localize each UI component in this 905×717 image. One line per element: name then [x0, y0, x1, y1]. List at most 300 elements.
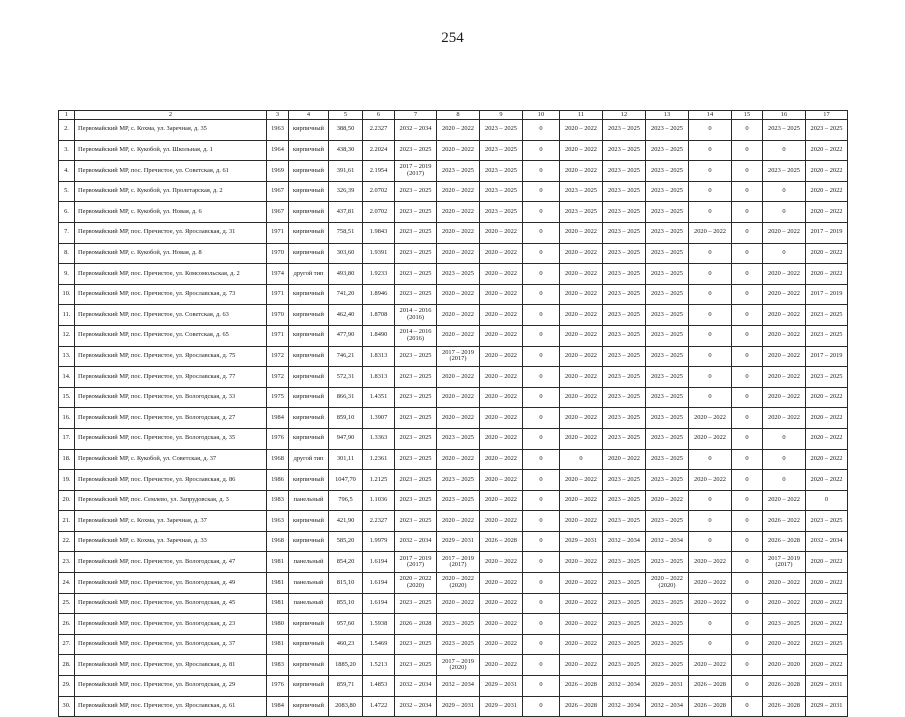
table-cell: 2023 – 2025 — [646, 408, 689, 429]
row-number-cell: 23. — [59, 552, 75, 573]
table-cell: 0 — [523, 634, 560, 655]
table-cell: кирпичный — [289, 243, 329, 264]
column-number-cell: 4 — [289, 111, 329, 120]
table-cell: 2023 – 2025 — [603, 140, 646, 161]
row-number-cell: 2. — [59, 120, 75, 141]
table-row — [59, 222, 848, 243]
table-cell: 2023 – 2025 — [437, 428, 480, 449]
table-cell: 0 — [763, 449, 806, 470]
table-cell: 2020 – 2022 — [763, 264, 806, 285]
table-cell: 2032 – 2034 — [395, 676, 437, 697]
table-cell: 2020 – 2022 — [763, 387, 806, 408]
row-number-cell: 24. — [59, 573, 75, 594]
table-cell: 0 — [523, 325, 560, 346]
table-cell: 0 — [523, 511, 560, 532]
table-row — [59, 470, 848, 491]
table-cell: 2083,80 — [329, 696, 363, 717]
row-number-cell: 15. — [59, 387, 75, 408]
table-cell: 2020 – 2022 — [480, 449, 523, 470]
row-number-cell: 8. — [59, 243, 75, 264]
table-cell: 438,30 — [329, 140, 363, 161]
table-cell: 2020 – 2022 — [560, 140, 603, 161]
row-number-cell: 26. — [59, 614, 75, 635]
table-row — [59, 428, 848, 449]
table-cell: 1.9391 — [363, 243, 395, 264]
table-cell: 0 — [523, 305, 560, 326]
table-cell: 0 — [689, 346, 732, 367]
table-row — [59, 408, 848, 429]
column-number-cell: 12 — [603, 111, 646, 120]
table-cell: 2023 – 2025 — [395, 449, 437, 470]
table-cell: 1.9233 — [363, 264, 395, 285]
address-cell: Первомайский МР, с. Кохма, ул. Заречная, д. 35 — [75, 120, 267, 141]
table-cell: 2020 – 2022 — [480, 490, 523, 511]
table-cell: 2020 – 2022 — [763, 593, 806, 614]
table-cell: 0 — [732, 181, 763, 202]
table-cell: 2023 – 2025 — [603, 264, 646, 285]
table-cell: 2020 – 2022 — [763, 284, 806, 305]
row-number-cell: 9. — [59, 264, 75, 285]
table-cell: 2023 – 2025 — [603, 367, 646, 388]
table-row — [59, 634, 848, 655]
table-cell: кирпичный — [289, 202, 329, 223]
table-cell: кирпичный — [289, 428, 329, 449]
table-cell: 2029 – 2031 — [437, 696, 480, 717]
column-number-cell: 16 — [763, 111, 806, 120]
table-cell: 2023 – 2025 — [646, 614, 689, 635]
column-number-cell: 1 — [59, 111, 75, 120]
table-cell: 2023 – 2025 — [603, 305, 646, 326]
table-cell: 2023 – 2025 — [763, 614, 806, 635]
table-cell: 1983 — [267, 490, 289, 511]
table-cell: 2023 – 2025 — [603, 655, 646, 676]
table-cell: 0 — [523, 140, 560, 161]
table-cell: 2020 – 2022 — [437, 140, 480, 161]
table-cell: 2023 – 2025 — [646, 449, 689, 470]
table-row — [59, 593, 848, 614]
table-cell: 0 — [523, 284, 560, 305]
table-cell: 2029 – 2031 — [646, 676, 689, 697]
table-cell: кирпичный — [289, 676, 329, 697]
table-cell: 2026 – 2028 — [560, 696, 603, 717]
table-cell: 2023 – 2025 — [806, 511, 848, 532]
table-cell: 0 — [523, 593, 560, 614]
table-cell: 2020 – 2022 — [560, 593, 603, 614]
table-cell: 2020 – 2022 — [437, 593, 480, 614]
address-cell: Первомайский МР, пос. Пречистое, ул. Советская, д. 65 — [75, 325, 267, 346]
row-number-cell: 7. — [59, 222, 75, 243]
table-cell: 0 — [732, 222, 763, 243]
table-cell: 0 — [763, 202, 806, 223]
table-cell: 2020 – 2022 — [480, 367, 523, 388]
table-cell: кирпичный — [289, 181, 329, 202]
table-cell: 2026 – 2028 — [763, 696, 806, 717]
table-cell: 2020 – 2022 — [437, 367, 480, 388]
address-cell: Первомайский МР, пос. Пречистое, ул. Ярославская, д. 77 — [75, 367, 267, 388]
table-cell: 0 — [689, 490, 732, 511]
table-cell: 2023 – 2025 — [395, 367, 437, 388]
table-cell: 2020 – 2022 — [480, 573, 523, 594]
table-cell: кирпичный — [289, 696, 329, 717]
table-cell: 1972 — [267, 346, 289, 367]
table-cell: 2020 – 2022 — [560, 408, 603, 429]
table-cell: 0 — [523, 346, 560, 367]
table-cell: 0 — [732, 634, 763, 655]
table-cell: 2020 – 2022 — [560, 346, 603, 367]
table-cell: 391,61 — [329, 161, 363, 182]
table-cell: 2020 – 2022 (2020) — [395, 573, 437, 594]
table-cell: 2020 – 2022 — [480, 593, 523, 614]
table-cell: 2020 – 2022 — [763, 305, 806, 326]
table-cell: 0 — [732, 408, 763, 429]
table-cell: 2020 – 2022 — [480, 346, 523, 367]
table-cell: 0 — [689, 161, 732, 182]
table-cell: 0 — [689, 531, 732, 552]
table-row — [59, 511, 848, 532]
table-cell: 1967 — [267, 202, 289, 223]
address-cell: Первомайский МР, пос. Пречистое, ул. Вологодская, д. 27 — [75, 408, 267, 429]
table-cell: 2020 – 2022 — [437, 181, 480, 202]
address-cell: Первомайский МР, пос. Пречистое, ул. Ярославская, д. 75 — [75, 346, 267, 367]
table-cell: 2020 – 2022 — [603, 449, 646, 470]
table-cell: 2023 – 2025 — [603, 470, 646, 491]
table-cell: 0 — [763, 140, 806, 161]
table-cell: 2020 – 2022 — [480, 243, 523, 264]
table-cell: 0 — [523, 408, 560, 429]
table-cell: кирпичный — [289, 346, 329, 367]
table-cell: 460,23 — [329, 634, 363, 655]
table-cell: 2023 – 2025 — [603, 222, 646, 243]
table-cell: 0 — [689, 387, 732, 408]
address-cell: Первомайский МР, с. Кукобой, ул. Новая, д. 8 — [75, 243, 267, 264]
table-cell: 2023 – 2025 — [560, 202, 603, 223]
table-cell: 2.1954 — [363, 161, 395, 182]
table-cell: 2023 – 2025 — [603, 490, 646, 511]
table-cell: 0 — [732, 387, 763, 408]
table-row — [59, 449, 848, 470]
table-cell: 2020 – 2022 — [437, 222, 480, 243]
table-cell: 2020 – 2022 — [560, 573, 603, 594]
row-number-cell: 21. — [59, 511, 75, 532]
table-cell: кирпичный — [289, 222, 329, 243]
row-number-cell: 18. — [59, 449, 75, 470]
table-row — [59, 387, 848, 408]
table-row — [59, 243, 848, 264]
table-cell: 1970 — [267, 243, 289, 264]
table-cell: 2020 – 2022 — [806, 614, 848, 635]
table-cell: 2020 – 2022 — [437, 243, 480, 264]
table-cell: кирпичный — [289, 511, 329, 532]
table-cell: 1.3907 — [363, 408, 395, 429]
address-cell: Первомайский МР, с. Кукобой, ул. Советская, д. 37 — [75, 449, 267, 470]
table-cell: 2020 – 2022 — [806, 428, 848, 449]
table-cell: 2023 – 2025 — [480, 120, 523, 141]
table-cell: 2020 – 2022 — [437, 408, 480, 429]
table-cell: 493,80 — [329, 264, 363, 285]
table-cell: 2023 – 2025 — [395, 243, 437, 264]
table-row — [59, 696, 848, 717]
table-cell: кирпичный — [289, 655, 329, 676]
table-cell: 0 — [523, 531, 560, 552]
table-cell: 2023 – 2025 — [395, 202, 437, 223]
address-cell: Первомайский МР, пос. Пречистое, ул. Советская, д. 61 — [75, 161, 267, 182]
table-cell: 0 — [523, 181, 560, 202]
table-cell: 2020 – 2022 — [480, 408, 523, 429]
column-number-cell: 10 — [523, 111, 560, 120]
table-cell: 2023 – 2025 — [763, 120, 806, 141]
table-cell: 1.2361 — [363, 449, 395, 470]
table-cell: 0 — [763, 243, 806, 264]
table-cell: 2020 – 2022 — [806, 161, 848, 182]
table-cell: 2023 – 2025 — [395, 264, 437, 285]
table-cell: 2023 – 2025 — [646, 593, 689, 614]
table-cell: 421,90 — [329, 511, 363, 532]
table-cell: 1.8313 — [363, 346, 395, 367]
table-cell: 1.4853 — [363, 676, 395, 697]
table-cell: 2020 – 2022 — [437, 284, 480, 305]
table-cell: 0 — [523, 552, 560, 573]
table-cell: 0 — [523, 161, 560, 182]
table-cell: 2017 – 2019 — [806, 284, 848, 305]
table-cell: 0 — [523, 367, 560, 388]
table-cell: 0 — [732, 511, 763, 532]
table-cell: 2023 – 2025 — [395, 490, 437, 511]
table-cell: 2014 – 2016 (2016) — [395, 325, 437, 346]
address-cell: Первомайский МР, пос. Пречистое, ул. Комсомольская, д. 2 — [75, 264, 267, 285]
table-cell: 0 — [689, 325, 732, 346]
table-cell: 2020 – 2022 — [646, 490, 689, 511]
table-cell: 2023 – 2025 — [395, 634, 437, 655]
table-cell: кирпичный — [289, 387, 329, 408]
table-cell: 2020 – 2022 — [437, 202, 480, 223]
table-cell: 0 — [732, 325, 763, 346]
table-cell: 1047,70 — [329, 470, 363, 491]
table-cell: 0 — [689, 367, 732, 388]
table-cell: 0 — [732, 655, 763, 676]
table-cell: 0 — [732, 490, 763, 511]
table-cell: 2023 – 2025 — [603, 161, 646, 182]
address-cell: Первомайский МР, с. Кукобой, ул. Школьная, д. 1 — [75, 140, 267, 161]
table-cell: 2.2024 — [363, 140, 395, 161]
table-cell: 2020 – 2022 — [560, 634, 603, 655]
table-cell: 2020 – 2022 — [437, 305, 480, 326]
table-cell: 2017 – 2019 (2017) — [395, 161, 437, 182]
table-cell: 2020 – 2022 — [763, 634, 806, 655]
table-cell: 1.9979 — [363, 531, 395, 552]
row-number-cell: 19. — [59, 470, 75, 491]
table-cell: 2020 – 2022 — [806, 202, 848, 223]
table-cell: 2026 – 2028 — [560, 676, 603, 697]
table-cell: 2020 – 2022 — [763, 573, 806, 594]
table-cell: 2023 – 2025 — [603, 181, 646, 202]
table-cell: 1.8708 — [363, 305, 395, 326]
table-cell: 2023 – 2025 — [646, 470, 689, 491]
table-cell: 2029 – 2031 — [806, 696, 848, 717]
table-cell: 2020 – 2022 — [763, 408, 806, 429]
table-cell: 2020 – 2022 — [560, 264, 603, 285]
table-cell: 1975 — [267, 387, 289, 408]
table-cell: 1.4351 — [363, 387, 395, 408]
table-cell: 2020 – 2022 — [480, 614, 523, 635]
table-cell: 2023 – 2025 — [646, 140, 689, 161]
table-cell: 2020 – 2022 — [689, 428, 732, 449]
table-cell: 2020 – 2022 — [480, 264, 523, 285]
table-cell: 0 — [806, 490, 848, 511]
table-cell: 2020 – 2022 — [560, 305, 603, 326]
table-cell: 1971 — [267, 284, 289, 305]
table-cell: 2023 – 2025 — [646, 181, 689, 202]
table-cell: 2023 – 2025 — [480, 202, 523, 223]
table-cell: 2020 – 2022 — [689, 552, 732, 573]
table-cell: 2020 – 2022 — [560, 428, 603, 449]
table-cell: 2032 – 2034 — [646, 696, 689, 717]
table-cell: 2023 – 2025 — [603, 614, 646, 635]
table-cell: 1963 — [267, 511, 289, 532]
table-cell: 2020 – 2022 (2020) — [437, 573, 480, 594]
row-number-cell: 29. — [59, 676, 75, 697]
table-cell: 0 — [732, 120, 763, 141]
table-cell: 2029 – 2031 — [560, 531, 603, 552]
table-cell: 2023 – 2025 — [437, 264, 480, 285]
row-number-cell: 6. — [59, 202, 75, 223]
table-cell: 2020 – 2022 — [806, 593, 848, 614]
table-cell: 1981 — [267, 573, 289, 594]
address-cell: Первомайский МР, с. Кукобой, ул. Новая, д. 6 — [75, 202, 267, 223]
table-cell: 2023 – 2025 — [603, 243, 646, 264]
column-number-cell: 15 — [732, 111, 763, 120]
table-cell: 1970 — [267, 305, 289, 326]
table-cell: 2023 – 2025 — [646, 367, 689, 388]
table-cell: 2020 – 2022 — [560, 367, 603, 388]
table-cell: 2020 – 2022 — [806, 408, 848, 429]
table-cell: 2026 – 2028 — [689, 676, 732, 697]
row-number-cell: 28. — [59, 655, 75, 676]
table-cell: 0 — [523, 573, 560, 594]
table-cell: 2020 – 2022 — [763, 346, 806, 367]
table-cell: 2020 – 2022 — [806, 264, 848, 285]
table-cell: 477,90 — [329, 325, 363, 346]
table-cell: 2020 – 2022 — [560, 490, 603, 511]
table-cell: 2020 – 2022 — [560, 470, 603, 491]
table-cell: 2017 – 2019 (2017) — [437, 346, 480, 367]
table-cell: кирпичный — [289, 120, 329, 141]
table-cell: 2023 – 2025 — [395, 428, 437, 449]
table-cell: 1.1036 — [363, 490, 395, 511]
table-cell: 0 — [732, 573, 763, 594]
table-cell: кирпичный — [289, 408, 329, 429]
table-cell: 2023 – 2025 — [437, 161, 480, 182]
table-cell: 1.6194 — [363, 593, 395, 614]
table-cell: 2026 – 2028 — [395, 614, 437, 635]
address-cell: Первомайский МР, пос. Пречистое, ул. Вологодская, д. 23 — [75, 614, 267, 635]
address-cell: Первомайский МР, с. Кохма, ул. Заречная, д. 33 — [75, 531, 267, 552]
table-cell: 585,20 — [329, 531, 363, 552]
table-cell: 2032 – 2034 — [806, 531, 848, 552]
table-cell: 2020 – 2022 — [806, 181, 848, 202]
table-cell: 2020 – 2022 — [763, 222, 806, 243]
table-cell: 2023 – 2025 — [646, 120, 689, 141]
table-cell: 758,51 — [329, 222, 363, 243]
table-cell: 2017 – 2019 — [806, 346, 848, 367]
table-cell: 2023 – 2025 — [806, 325, 848, 346]
table-cell: 2.2327 — [363, 120, 395, 141]
table-cell: 2020 – 2022 — [560, 284, 603, 305]
table-cell: 0 — [689, 264, 732, 285]
table-cell: другой тип — [289, 449, 329, 470]
table-cell: 1968 — [267, 531, 289, 552]
table-cell: 2023 – 2025 — [646, 346, 689, 367]
table-cell: 0 — [732, 202, 763, 223]
row-number-cell: 13. — [59, 346, 75, 367]
row-number-cell: 3. — [59, 140, 75, 161]
table-cell: 1981 — [267, 552, 289, 573]
table-row — [59, 655, 848, 676]
table-cell: 2023 – 2025 — [806, 305, 848, 326]
table-cell: 0 — [763, 428, 806, 449]
table-cell: 2020 – 2022 — [480, 634, 523, 655]
row-number-cell: 4. — [59, 161, 75, 182]
address-cell: Первомайский МР, пос. Пречистое, ул. Ярославская, д. 31 — [75, 222, 267, 243]
table-cell: 0 — [689, 120, 732, 141]
table-cell: 0 — [732, 552, 763, 573]
column-number-cell: 2 — [75, 111, 267, 120]
table-cell: 746,21 — [329, 346, 363, 367]
table-cell: 2023 – 2025 — [646, 655, 689, 676]
table-cell: кирпичный — [289, 140, 329, 161]
table-row — [59, 346, 848, 367]
table-cell: 2020 – 2022 — [806, 243, 848, 264]
table-cell: 1967 — [267, 181, 289, 202]
row-number-cell: 12. — [59, 325, 75, 346]
table-cell: 2032 – 2034 — [646, 531, 689, 552]
table-cell: кирпичный — [289, 305, 329, 326]
table-cell: 2023 – 2025 — [603, 408, 646, 429]
address-cell: Первомайский МР, пос. Пречистое, ул. Вологодская, д. 33 — [75, 387, 267, 408]
address-cell: Первомайский МР, пос. Пречистое, ул. Вологодская, д. 37 — [75, 634, 267, 655]
table-cell: 2032 – 2034 — [395, 120, 437, 141]
table-row — [59, 284, 848, 305]
table-cell: 2023 – 2025 — [395, 408, 437, 429]
table-cell: 2020 – 2022 — [560, 325, 603, 346]
table-cell: 2020 – 2022 — [689, 573, 732, 594]
table-cell: 0 — [732, 264, 763, 285]
table-cell: 1.9843 — [363, 222, 395, 243]
table-cell: 2032 – 2034 — [437, 676, 480, 697]
table-cell: 2020 – 2022 — [806, 470, 848, 491]
table-cell: 2023 – 2025 — [646, 222, 689, 243]
table-cell: 1963 — [267, 120, 289, 141]
table-cell: кирпичный — [289, 614, 329, 635]
table-cell: 2026 – 2028 — [480, 531, 523, 552]
table-cell: 2020 – 2022 — [480, 511, 523, 532]
table-cell: 0 — [689, 511, 732, 532]
table-cell: 2020 – 2022 — [437, 449, 480, 470]
table-cell: 0 — [732, 367, 763, 388]
table-cell: 2020 – 2022 — [480, 222, 523, 243]
table-cell: 303,60 — [329, 243, 363, 264]
table-cell: 0 — [732, 161, 763, 182]
row-number-cell: 10. — [59, 284, 75, 305]
table-cell: 2020 – 2022 — [560, 243, 603, 264]
table-cell: 2023 – 2025 — [603, 511, 646, 532]
table-cell: 0 — [689, 614, 732, 635]
table-cell: 1.3363 — [363, 428, 395, 449]
table-cell: 2017 – 2019 (2017) — [763, 552, 806, 573]
table-cell: 1983 — [267, 655, 289, 676]
table-cell: 2023 – 2025 — [480, 140, 523, 161]
table-cell: 1.8946 — [363, 284, 395, 305]
table-cell: 2023 – 2025 — [480, 161, 523, 182]
